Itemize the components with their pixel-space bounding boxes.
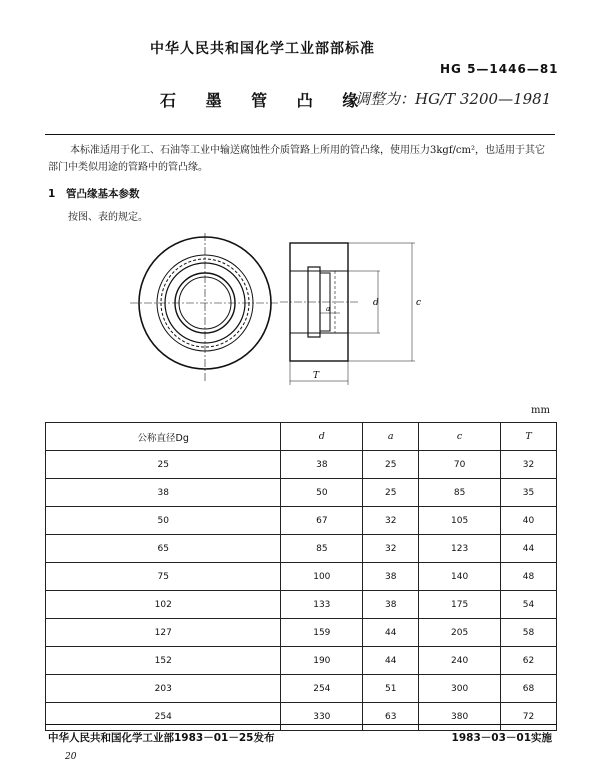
table-cell: 68 [500,675,556,703]
column-header: d [281,423,363,451]
table-cell: 54 [500,591,556,619]
table-cell: 67 [281,507,363,535]
table-cell: 32 [500,451,556,479]
issuing-organization: 中华人民共和国化学工业部部标准 [150,41,375,57]
table-cell: 203 [46,675,281,703]
table-cell: 105 [419,507,501,535]
header-rule [45,134,555,135]
column-header: c [419,423,501,451]
section-view [280,243,415,385]
table-row [46,675,557,703]
issue-date: 中华人民共和国化学工业部1983－01－25发布 [48,732,275,744]
footer-rule [45,724,557,725]
table-cell: 240 [419,647,501,675]
table-cell: 25 [46,451,281,479]
table-cell: 65 [46,535,281,563]
intro-paragraph [48,142,553,176]
dimension-label-c: c [416,298,422,308]
table-cell: 38 [363,563,419,591]
table-cell: 25 [363,479,419,507]
table-cell: 75 [46,563,281,591]
section-title: 管凸缘基本参数 [66,188,140,200]
standard-code: HG 5—1446—81 [440,62,559,76]
table-cell: 35 [500,479,556,507]
table-header-row [46,423,557,451]
table-cell: 40 [500,507,556,535]
table-cell: 190 [281,647,363,675]
intro-text: 本标准适用于化工、石油等工业中输送腐蚀性介质管路上所用的管凸缘，使用压力3kgf/cm²，也适用于其它部门中类似用途的管路中的管凸缘。 [48,145,545,173]
parameter-table [45,422,557,731]
table-cell: 175 [419,591,501,619]
table-cell: 63 [363,703,419,731]
table-cell: 300 [419,675,501,703]
table-cell: 58 [500,619,556,647]
dimension-label-d: d [373,298,379,308]
table-cell: 51 [363,675,419,703]
table-cell: 205 [419,619,501,647]
table-cell: 380 [419,703,501,731]
handwritten-note: 调整为：HG/T 3200—1981 [355,90,552,108]
table-cell: 102 [46,591,281,619]
table-row [46,563,557,591]
table-cell: 140 [419,563,501,591]
table-row [46,507,557,535]
table-row [46,451,557,479]
table-cell: 159 [281,619,363,647]
table-row [46,703,557,731]
table-cell: 44 [500,535,556,563]
table-cell: 133 [281,591,363,619]
table-cell: 38 [281,451,363,479]
table-cell: 152 [46,647,281,675]
front-view [130,233,280,381]
table-row [46,479,557,507]
table-cell: 123 [419,535,501,563]
table-cell: 70 [419,451,501,479]
table-cell: 85 [419,479,501,507]
table-row [46,535,557,563]
table-row [46,647,557,675]
table-row [46,619,557,647]
table-cell: 85 [281,535,363,563]
table-row [46,591,557,619]
table-cell: 32 [363,507,419,535]
dimension-label-a: a [326,305,331,313]
table-cell: 254 [281,675,363,703]
table-cell: 38 [363,591,419,619]
table-cell: 254 [46,703,281,731]
section-number: 1 [48,188,56,200]
table-cell: 62 [500,647,556,675]
document-title: 石 墨 管 凸 缘 [160,91,371,110]
dimension-label-t: T [313,371,320,381]
flange-drawing [130,233,435,393]
table-cell: 50 [281,479,363,507]
section-heading [48,186,140,201]
table-cell: 25 [363,451,419,479]
table-cell: 44 [363,647,419,675]
table-cell: 127 [46,619,281,647]
column-header: T [500,423,556,451]
table-cell: 32 [363,535,419,563]
effective-date: 1983－03－01实施 [451,732,552,744]
table-cell: 330 [281,703,363,731]
column-header: 公称直径Dg [46,423,281,451]
clause-text: 按图、表的规定。 [68,212,148,223]
table-cell: 72 [500,703,556,731]
page-number: 20 [65,752,77,762]
table-cell: 38 [46,479,281,507]
table-cell: 100 [281,563,363,591]
table-cell: 44 [363,619,419,647]
table-cell: 50 [46,507,281,535]
table-unit: mm [531,405,550,416]
column-header: a [363,423,419,451]
table-cell: 48 [500,563,556,591]
